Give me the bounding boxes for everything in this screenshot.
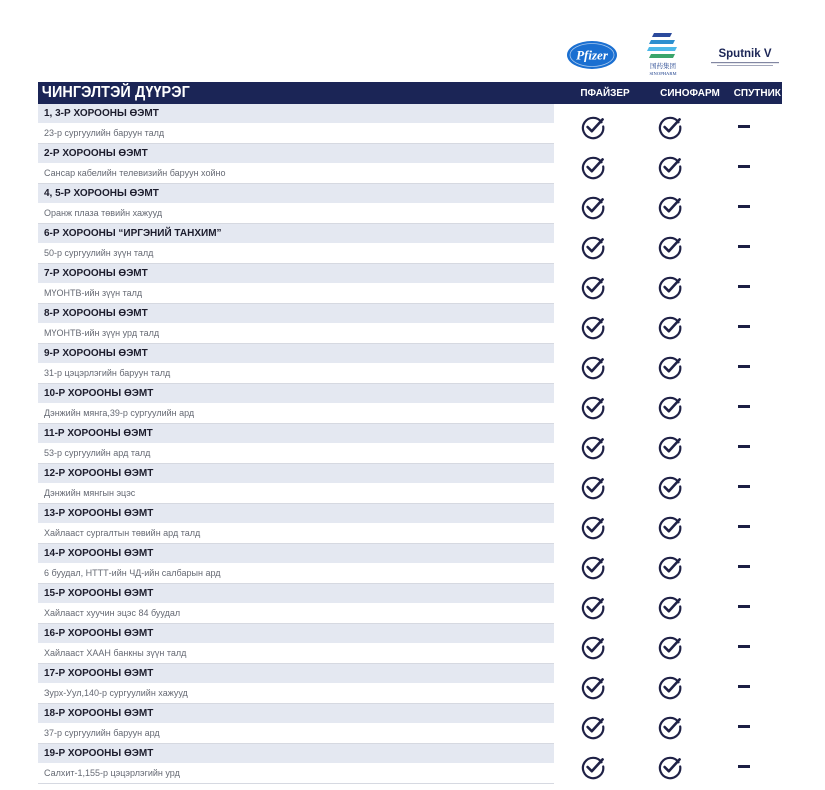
clinic-row (38, 624, 782, 664)
dash-icon (738, 565, 750, 568)
dash-icon (738, 365, 750, 368)
clinic-name: 10-Р ХОРООНЫ ӨЭМТ (38, 384, 554, 403)
check-icon (580, 674, 606, 700)
clinic-row (38, 224, 782, 264)
clinic-name: 1, 3-Р ХОРООНЫ ӨЭМТ (38, 104, 554, 123)
check-icon (657, 434, 683, 460)
clinic-row (38, 704, 782, 744)
check-icon (657, 354, 683, 380)
clinic-row (38, 264, 782, 304)
check-icon (657, 314, 683, 340)
clinic-location: Салхит-1,155-р цэцэрлэгийн урд (38, 763, 554, 784)
check-icon (580, 154, 606, 180)
check-icon (657, 714, 683, 740)
clinic-location: Хайлааст сургалтын төвийн ард талд (38, 523, 554, 544)
clinic-location: Оранж плаза төвийн хажууд (38, 203, 554, 224)
check-icon (580, 234, 606, 260)
check-icon (657, 594, 683, 620)
dash-icon (738, 645, 750, 648)
clinic-name: 9-Р ХОРООНЫ ӨЭМТ (38, 344, 554, 363)
clinic-row (38, 664, 782, 704)
clinic-name: 7-Р ХОРООНЫ ӨЭМТ (38, 264, 554, 283)
clinic-name: 18-Р ХОРООНЫ ӨЭМТ (38, 704, 554, 723)
check-icon (580, 554, 606, 580)
clinic-location: Дэнжийн мянгын эцэс (38, 483, 554, 504)
dash-icon (738, 685, 750, 688)
clinic-name: 12-Р ХОРООНЫ ӨЭМТ (38, 464, 554, 483)
clinic-location: МҮОНТВ-ийн зүүн талд (38, 283, 554, 304)
sinopharm-logo (640, 30, 686, 78)
clinic-name: 19-Р ХОРООНЫ ӨЭМТ (38, 744, 554, 763)
clinic-row (38, 344, 782, 384)
clinic-row (38, 384, 782, 424)
clinic-location: 31-р цэцэрлэгийн баруун талд (38, 363, 554, 384)
clinic-name: 2-Р ХОРООНЫ ӨЭМТ (38, 144, 554, 163)
check-icon (580, 434, 606, 460)
check-icon (580, 714, 606, 740)
clinic-location: Дэнжийн мянга,39-р сургуулийн ард (38, 403, 554, 424)
check-icon (580, 274, 606, 300)
check-icon (657, 114, 683, 140)
sinopharm-logo-cn: 国药集团 (650, 62, 676, 70)
clinic-location: 23-р сургуулийн баруун талд (38, 123, 554, 144)
check-icon (657, 234, 683, 260)
check-icon (657, 674, 683, 700)
clinic-name: 6-Р ХОРООНЫ “ИРГЭНИЙ ТАНХИМ” (38, 224, 554, 243)
check-icon (657, 634, 683, 660)
check-icon (657, 394, 683, 420)
clinic-location: Хайлааст хуучин эцэс 84 буудал (38, 603, 554, 624)
column-sputnik: СПУТНИК V (733, 87, 791, 99)
sputnik-logo (708, 43, 782, 71)
check-icon (657, 514, 683, 540)
dash-icon (738, 165, 750, 168)
clinic-row (38, 504, 782, 544)
clinic-location: 37-р сургуулийн баруун ард (38, 723, 554, 744)
clinic-location: 53-р сургуулийн ард талд (38, 443, 554, 464)
district-title: ЧИНГЭЛТЭЙ ДҮҮРЭГ (41, 84, 190, 101)
clinic-name: 13-Р ХОРООНЫ ӨЭМТ (38, 504, 554, 523)
clinic-name: 4, 5-Р ХОРООНЫ ӨЭМТ (38, 184, 554, 203)
check-icon (580, 594, 606, 620)
clinic-row (38, 144, 782, 184)
table-header (38, 82, 791, 104)
dash-icon (738, 405, 750, 408)
dash-icon (738, 245, 750, 248)
dash-icon (738, 445, 750, 448)
pfizer-logo-text: Pfizer (576, 47, 608, 63)
dash-icon (738, 725, 750, 728)
dash-icon (738, 525, 750, 528)
check-icon (580, 314, 606, 340)
column-pfizer: ПФАЙЗЕР (580, 87, 630, 99)
check-icon (657, 154, 683, 180)
clinic-location: 50-р сургуулийн зүүн талд (38, 243, 554, 264)
check-icon (657, 274, 683, 300)
dash-icon (738, 285, 750, 288)
clinic-row (38, 304, 782, 344)
clinic-location: Зурх-Уул,140-р сургуулийн хажууд (38, 683, 554, 704)
clinic-row (38, 184, 782, 224)
clinic-location: Сансар кабелийн телевизийн баруун хойно (38, 163, 554, 184)
check-icon (657, 474, 683, 500)
clinic-row (38, 424, 782, 464)
clinic-name: 14-Р ХОРООНЫ ӨЭМТ (38, 544, 554, 563)
check-icon (580, 514, 606, 540)
check-icon (657, 194, 683, 220)
clinic-location: 6 буудал, НТТТ-ийн ЧД-ийн салбарын ард (38, 563, 554, 584)
check-icon (580, 354, 606, 380)
column-sinopharm: СИНОФАРМ (660, 87, 720, 99)
clinic-row (38, 104, 782, 144)
sinopharm-logo-en: SINOPHARM (649, 71, 677, 76)
clinic-name: 15-Р ХОРООНЫ ӨЭМТ (38, 584, 554, 603)
check-icon (580, 394, 606, 420)
dash-icon (738, 125, 750, 128)
check-icon (580, 114, 606, 140)
dash-icon (738, 485, 750, 488)
check-icon (580, 754, 606, 780)
check-icon (580, 474, 606, 500)
clinic-name: 17-Р ХОРООНЫ ӨЭМТ (38, 664, 554, 683)
dash-icon (738, 605, 750, 608)
dash-icon (738, 765, 750, 768)
clinic-row (38, 544, 782, 584)
clinic-location: Хайлааст ХААН банкны зүүн талд (38, 643, 554, 664)
clinic-name: 8-Р ХОРООНЫ ӨЭМТ (38, 304, 554, 323)
clinic-list (38, 104, 782, 784)
dash-icon (738, 205, 750, 208)
check-icon (657, 554, 683, 580)
clinic-row (38, 744, 782, 784)
clinic-name: 11-Р ХОРООНЫ ӨЭМТ (38, 424, 554, 443)
check-icon (580, 194, 606, 220)
pfizer-logo (566, 40, 618, 70)
sputnik-logo-text: Sputnik V (718, 48, 772, 60)
dash-icon (738, 325, 750, 328)
clinic-name: 16-Р ХОРООНЫ ӨЭМТ (38, 624, 554, 643)
check-icon (657, 754, 683, 780)
clinic-location: МҮОНТВ-ийн зүүн урд талд (38, 323, 554, 344)
clinic-row (38, 584, 782, 624)
check-icon (580, 634, 606, 660)
clinic-row (38, 464, 782, 504)
vaccine-logos (0, 0, 825, 80)
